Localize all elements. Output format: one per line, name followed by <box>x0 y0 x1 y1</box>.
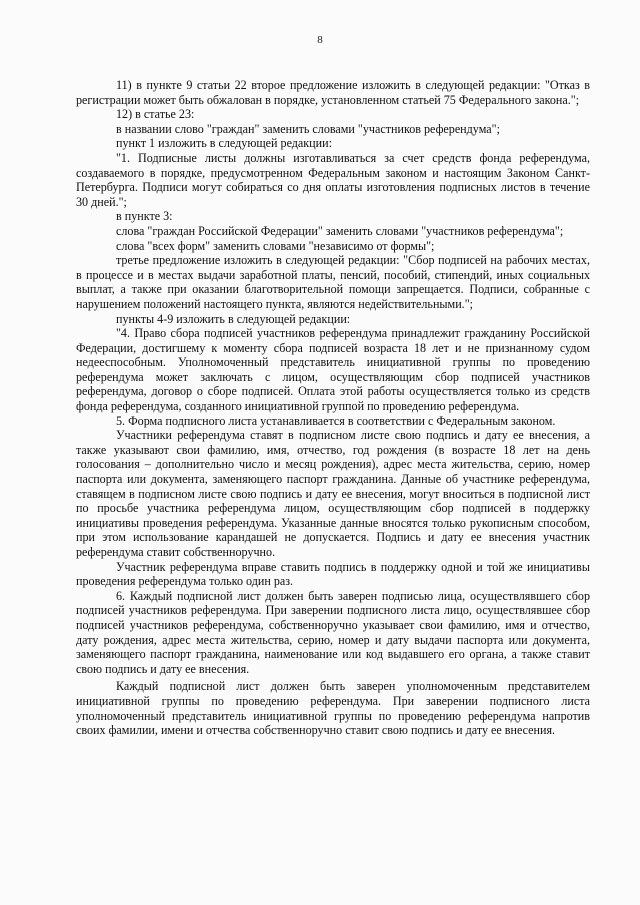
paragraph: пункты 4-9 изложить в следующей редакции: <box>116 311 351 326</box>
paragraph: слова "граждан Российской Федерации" заменить словами "участников референдума"; <box>116 223 564 238</box>
paragraph: 12) в статье 23: <box>116 107 195 122</box>
paragraph: "4. Право сбора подписей участников референдума принадлежит гражданину Российской Федерации, достигшему к моменту сбора подписей возраста 18 лет и не признанному судом недееспособным. Уполномоченный представитель инициативной группы по проведению референдума может заключать с лицом, осуществляющим сбор подписей участников референдума, договор о сборе подписей. Оплата этой работы осуществляется только из средств фонда референдума, созданного инициативной группой по проведению референдума. <box>76 326 590 414</box>
paragraph: пункт 1 изложить в следующей редакции: <box>116 136 332 151</box>
paragraph: Участники референдума ставят в подписном листе свою подпись и дату ее внесения, а также указывают свои фамилию, имя, отчество, год рождения (в возрасте 18 лет на день голосования – дополнительно число и месяц рождения), адрес места жительства, серию, номер паспорта или документа, заменяющего паспорт гражданина. Данные об участнике референдума, ставящем в подписном листе свою подпись и дату ее внесения, могут вноситься в подписной лист по просьбе участника референдума лицом, осуществляющим сбор подписей в поддержку инициативы проведения референдума. Указанные данные вносятся только рукописным способом, при этом использование карандашей не допускается. Подпись и дату ее внесения участник референдума ставит собственноручно. <box>76 428 590 559</box>
paragraph: "1. Подписные листы должны изготавливаться за счет средств фонда референдума, создаваемого в порядке, предусмотренном Федеральным законом и настоящим Законом Санкт-Петербурга. Подписи могут собираться со дня оплаты изготовления подписных листов в течение 30 дней."; <box>76 150 590 209</box>
paragraph: Участник референдума вправе ставить подпись в поддержку одной и той же инициативы проведения референдума только один раз. <box>76 559 590 589</box>
paragraph: Каждый подписной лист должен быть заверен уполномоченным представителем инициативной группы по проведению референдума. При заверении подписного листа уполномоченный представитель инициативной группы по проведению референдума напротив своих фамилии, имени и отчества собственноручно ставит свою подпись и дату ее внесения. <box>76 679 590 738</box>
paragraph: в названии слово "граждан" заменить словами "участников референдума"; <box>116 121 500 136</box>
paragraph: в пункте 3: <box>116 209 173 224</box>
paragraph: слова "всех форм" заменить словами "независимо от формы"; <box>116 238 435 253</box>
paragraph: 6. Каждый подписной лист должен быть заверен подписью лица, осуществлявшего сбор подписей участников референдума. При заверении подписного листа лицо, осуществлявшее сбор подписей участников референдума, собственноручно указывает свои фамилию, имя и отчество, дату рождения, адрес места жительства, серию, номер и дату выдачи паспорта или документа, заменяющего паспорт гражданина, наименование или код выдавшего его органа, а также ставит свою подпись и дату ее внесения. <box>76 588 590 676</box>
paragraph: третье предложение изложить в следующей редакции: "Сбор подписей на рабочих местах, в процессе и в местах выдачи заработной платы, пенсий, пособий, стипендий, иных социальных выплат, а также при оказании благотворительной помощи запрещается. Подписи, собранные с нарушением положений настоящего пункта, являются недействительными."; <box>76 253 590 311</box>
document-body <box>76 78 590 738</box>
paragraph: 5. Форма подписного листа устанавливается в соответствии с Федеральным законом. <box>116 413 556 428</box>
paragraph: 11) в пункте 9 статьи 22 второе предложение изложить в следующей редакции: "Отказ в регистрации может быть обжалован в порядке, установленном статьей 75 Федерального закона."; <box>76 78 590 107</box>
page-number: 8 <box>317 34 323 46</box>
